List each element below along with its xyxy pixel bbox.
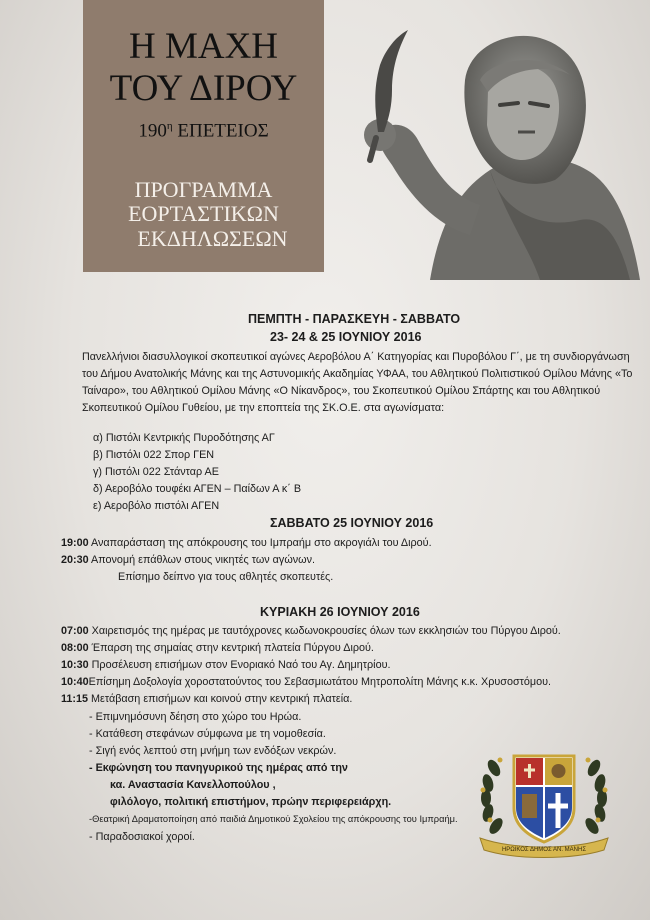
schedule-text: Έπαρση της σημαίας στην κεντρική πλατεία Πύργου Διρού. [91, 642, 374, 654]
paragraph-line: Πανελλήνιοι διασυλλογικοί σκοπευτικοί αγώνες Αεροβόλου Α΄ Κατηγορίας και Πυροβόλου Γ΄, με τη συνδιοργάνωση [82, 351, 630, 363]
program-line-2: ΕΟΡΤΑΣΤΙΚΩΝ [128, 201, 279, 226]
event-item: β) Πιστόλι 022 Σπορ ΓΕΝ [93, 449, 215, 461]
schedule-text: Μετάβαση επισήμων και κοινού στην κεντρική πλατεία. [91, 693, 353, 705]
sub-item: - Επιμνημόσυνη δέηση στο χώρο του Ηρώα. [89, 711, 302, 723]
schedule-item [61, 625, 561, 637]
dances-text: - Παραδοσιακοί χοροί. [89, 831, 195, 843]
speech-line: φιλόλογο, πολιτική επιστήμον, πρώην περιφερειάρχη. [110, 796, 392, 808]
section1-dates: 23- 24 & 25 ΙΟΥΝΙΟΥ 2016 [270, 330, 422, 344]
schedule-time: 08:00 [61, 642, 89, 654]
sub-item: - Κατάθεση στεφάνων σύμφωνα με τη νομοθεσία. [89, 728, 326, 740]
crest-banner-text: ΗΡΩΙΚΟΣ ΔΗΜΟΣ ΑΝ. ΜΑΝΗΣ [501, 847, 587, 853]
title-line-2: ΤΟΥ ΔΙΡΟΥ [109, 68, 298, 109]
municipality-crest [474, 738, 614, 860]
section3-heading: ΚΥΡΙΑΚΗ 26 ΙΟΥΝΙΟΥ 2016 [260, 605, 420, 619]
paragraph-line: Σκοπευτικού Ομίλου Γυθείου, με την εποπτεία της ΣΚ.Ο.Ε. στα αγωνίσματα: [82, 402, 445, 414]
program-line-1: ΠΡΟΓΡΑΜΜΑ [134, 177, 273, 202]
schedule-time: 10:40 [61, 676, 89, 688]
paragraph-line: Ταίναρο», του Αθλητικού Ομίλου Μάνης «Ο Νίκανδρος», του Σκοπευτικού Ομίλου Σπάρτης και του Αθλητικού [82, 385, 601, 397]
schedule-text: Αναπαράσταση της απόκρουσης του Ιμπραήμ στο ακρογιάλι του Διρού. [91, 537, 432, 549]
section2-heading: ΣΑΒΒΑΤΟ 25 ΙΟΥΝΙΟΥ 2016 [270, 516, 434, 530]
speech-line: κα. Αναστασία Κανελλοπούλου , [110, 779, 276, 791]
section1-paragraph [82, 349, 642, 417]
title-line-1: Η ΜΑΧΗ [128, 26, 279, 67]
schedule-item [61, 554, 315, 566]
schedule-item [61, 693, 352, 705]
schedule-item [61, 642, 374, 654]
schedule-item [61, 676, 551, 688]
event-item: ε) Αεροβόλο πιστόλι ΑΓΕΝ [93, 500, 220, 512]
dinner-text: Επίσημο δείπνο για τους αθλητές σκοπευτές. [118, 571, 334, 583]
anniversary-superscript: η [166, 120, 173, 132]
schedule-time: 07:00 [61, 625, 89, 637]
schedule-text: Χαιρετισμός της ημέρας με ταυτόχρονες κωδωνοκρουσίες όλων των εκκλησιών του Πύργου Διρού. [91, 625, 561, 637]
theatre-text: -Θεατρική Δραματοποίηση από παιδιά Δημοτικού Σχολείου της απόκρουσης του Ιμπραήμ. [89, 814, 458, 824]
event-item: α) Πιστόλι Κεντρικής Πυροδότησης ΑΓ [93, 432, 275, 444]
program-line-3: ΕΚΔΗΛΩΣΕΩΝ [137, 226, 288, 251]
speech-line: - Εκφώνηση του πανηγυρικού της ημέρας από την [89, 762, 348, 774]
event-item: γ) Πιστόλι 022 Στάνταρ ΑΕ [93, 466, 219, 478]
event-item: δ) Αεροβόλο τουφέκι ΑΓΕΝ – Παίδων Α κ΄ Β [93, 483, 302, 495]
schedule-text: Απονομή επάθλων στους νικητές των αγώνων. [91, 554, 315, 566]
paragraph-line: του Δήμου Ανατολικής Μάνης και της Αστυνομικής Ακαδημίας ΥΦΑΑ, του Αθλητικού Πολιτιστικού Ομίλου Μάνης «Το [82, 368, 633, 380]
schedule-item [61, 537, 432, 549]
schedule-time: 19:00 [61, 537, 89, 549]
schedule-time: 20:30 [61, 554, 89, 566]
schedule-text: Επίσημη Δοξολογία χοροστατούντος του Σεβασμιωτάτου Μητροπολίτη Μάνης κ.κ. Χρυσοστόμου. [88, 676, 552, 688]
schedule-time: 11:15 [61, 693, 89, 705]
sub-item: - Σιγή ενός λεπτού στη μνήμη των ενδόξων νεκρών. [89, 745, 337, 757]
anniversary-word: ΕΠΕΤΕΙΟΣ [177, 120, 269, 142]
schedule-text: Προσέλευση επισήμων στον Ενοριακό Ναό του Αγ. Δημητρίου. [91, 659, 391, 671]
schedule-time: 10:30 [61, 659, 89, 671]
anniversary-number: 190 [138, 120, 167, 142]
schedule-item [61, 659, 390, 671]
section1-days: ΠΕΜΠΤΗ - ΠΑΡΑΣΚΕΥΗ - ΣΑΒΒΑΤΟ [248, 312, 461, 326]
